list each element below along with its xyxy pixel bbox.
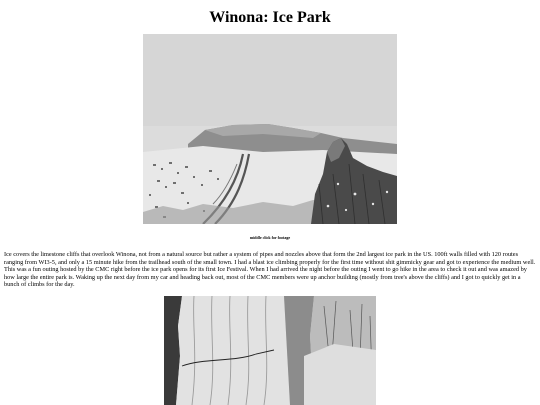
ice-climbing-wall-photo[interactable] [164, 296, 376, 405]
body-paragraph: Ice covers the limestone cliffs that overlook Winona, not from a natural source but rather a system of pipes and nozzles above that form the 2nd largest ice park in the US. 100ft walls filled with 120 routes ranging from WI3-5, and only a 15 minute hike from the trailhead south of the small town. I had a blast ice climbing properly for the first time without shit gimmicky gear and got to experience the medium well. This was a fun outing hosted by the CMC right before the ice park opens for its first Ice Festival. When I had arrived the night before the outing I went to go hike in the area to check it out and was amazed by how large the entire park is. Waking up the next day from my car and heading back out, most of the CMC members were up anchor building (mostly from tree's above the cliffs) and I got to quickly get in a bunch of climbs for the day. [4, 251, 536, 288]
photo-caption: middle click for footage [249, 235, 291, 240]
page-title: Winona: Ice Park [209, 9, 331, 26]
winter-bluff-overlook-photo[interactable] [143, 34, 397, 224]
